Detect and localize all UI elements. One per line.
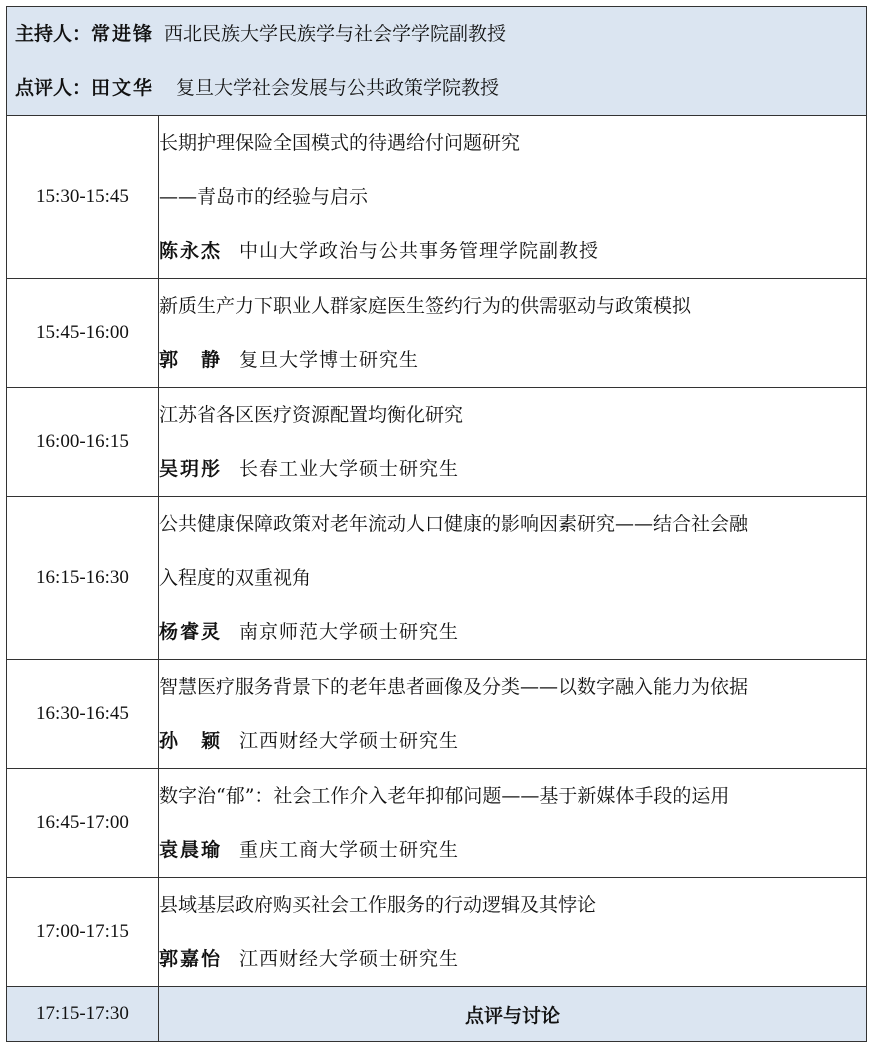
reviewer-role-label: 点评人：	[15, 77, 92, 99]
session-title-line: 智慧医疗服务背景下的老年患者画像及分类——以数字融入能力为依据	[159, 676, 749, 698]
reviewer-name: 田文华	[91, 77, 155, 99]
session-title-line: 入程度的双重视角	[159, 567, 312, 589]
reviewer-line	[7, 61, 866, 115]
closing-label: 点评与讨论	[159, 987, 867, 1042]
speaker-name: 孙 颖	[159, 730, 223, 752]
session-content	[159, 497, 867, 660]
session-title-line: 公共健康保障政策对老年流动人口健康的影响因素研究——结合社会融	[159, 513, 749, 535]
reviewer-affiliation: 复旦大学社会发展与公共政策学院教授	[176, 77, 500, 99]
speaker-line	[159, 333, 866, 387]
session-time: 16:45-17:00	[7, 769, 159, 878]
session-content	[159, 388, 867, 497]
speaker-name: 吴玥彤	[159, 458, 223, 480]
session-time: 16:30-16:45	[7, 660, 159, 769]
session-row	[7, 279, 867, 388]
speaker-affiliation: 江西财经大学硕士研究生	[239, 730, 460, 752]
speaker-line	[159, 605, 866, 659]
host-line	[7, 7, 866, 61]
speaker-name: 杨睿灵	[159, 621, 223, 643]
session-content	[159, 878, 867, 987]
speaker-name: 郭 静	[159, 349, 223, 371]
host-affiliation: 西北民族大学民族学与社会学学院副教授	[164, 23, 507, 45]
speaker-line	[159, 224, 866, 278]
session-title-line: 长期护理保险全国模式的待遇给付问题研究	[159, 132, 521, 154]
session-title-line: 江苏省各区医疗资源配置均衡化研究	[159, 404, 464, 426]
session-title-line: 新质生产力下职业人群家庭医生签约行为的供需驱动与政策模拟	[159, 295, 692, 317]
session-time: 16:15-16:30	[7, 497, 159, 660]
speaker-affiliation: 长春工业大学硕士研究生	[239, 458, 460, 480]
session-row	[7, 878, 867, 987]
session-title-line: 数字治“郁”：社会工作介入老年抑郁问题——基于新媒体手段的运用	[159, 785, 730, 807]
session-row	[7, 497, 867, 660]
session-content	[159, 769, 867, 878]
session-content	[159, 116, 867, 279]
speaker-name: 郭嘉怡	[159, 948, 223, 970]
closing-row	[7, 987, 867, 1042]
session-title-line: 县域基层政府购买社会工作服务的行动逻辑及其悖论	[159, 894, 597, 916]
session-content	[159, 279, 867, 388]
session-time: 15:45-16:00	[7, 279, 159, 388]
speaker-affiliation: 江西财经大学硕士研究生	[239, 948, 460, 970]
session-row	[7, 769, 867, 878]
session-row	[7, 660, 867, 769]
speaker-affiliation: 重庆工商大学硕士研究生	[239, 839, 460, 861]
speaker-affiliation: 中山大学政治与公共事务管理学院副教授	[239, 240, 600, 262]
host-name: 常进锋	[91, 23, 155, 45]
speaker-affiliation: 南京师范大学硕士研究生	[239, 621, 460, 643]
session-row	[7, 116, 867, 279]
speaker-line	[159, 823, 866, 877]
session-title-line: ——青岛市的经验与启示	[159, 186, 369, 208]
speaker-line	[159, 932, 866, 986]
session-content	[159, 660, 867, 769]
host-role-label: 主持人：	[15, 23, 92, 45]
session-row	[7, 388, 867, 497]
speaker-name: 陈永杰	[159, 240, 223, 262]
session-time: 17:00-17:15	[7, 878, 159, 987]
speaker-line	[159, 442, 866, 496]
session-time: 15:30-15:45	[7, 116, 159, 279]
speaker-name: 袁晨瑜	[159, 839, 223, 861]
speaker-line	[159, 714, 866, 768]
schedule-table	[6, 6, 867, 1042]
moderator-row	[7, 7, 867, 116]
speaker-affiliation: 复旦大学博士研究生	[239, 349, 420, 371]
session-time: 16:00-16:15	[7, 388, 159, 497]
closing-time: 17:15-17:30	[7, 987, 159, 1042]
